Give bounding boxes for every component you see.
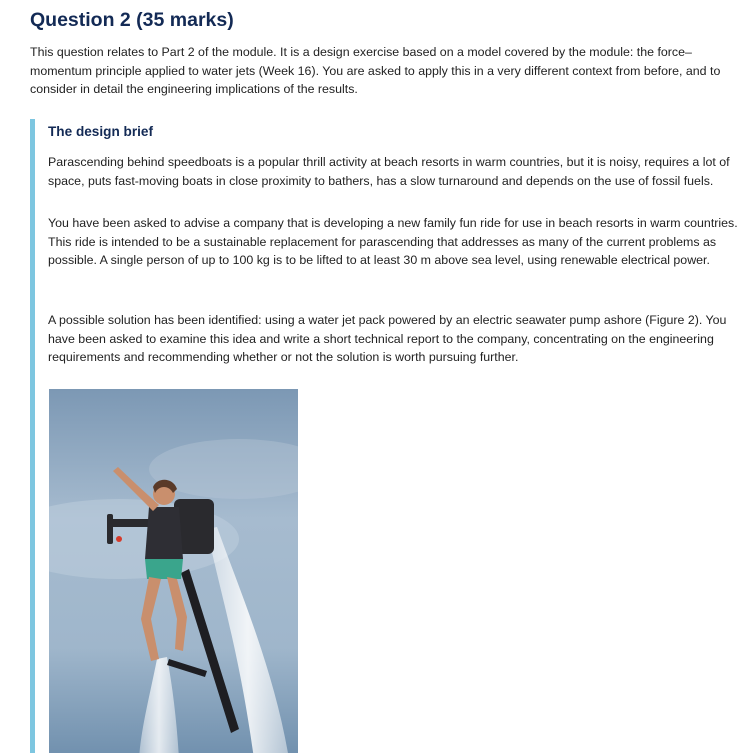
design-brief-accent-bar	[30, 119, 35, 753]
brief-paragraph-solution: A possible solution has been identified: using a water jet pack powered by an electric seawater pump ashore (Figure 2). You have been asked to examine this idea and write a short technical report to the company, concentrating on the engineering requirements and recommending whether or not the solution is worth pursuing further.	[48, 313, 727, 364]
question-title: Question 2 (35 marks)	[30, 9, 234, 31]
water-jetpack-photo	[49, 389, 298, 753]
design-brief-heading: The design brief	[48, 124, 153, 139]
brief-paragraph-parascending: Parascending behind speedboats is a popular thrill activity at beach resorts in warm countries, but it is noisy, requires a lot of space, puts fast-moving boats in close proximity to bathers, has a slow turnaround and depends on the use of fossil fuels.	[48, 155, 730, 188]
brief-paragraph-company: You have been asked to advise a company that is developing a new family fun ride for use in beach resorts in warm countries. This ride is intended to be a sustainable replacement for parascending that addresses as many of the current problems as possible. A single person of up to 100 kg is to be lifted to at least 30 m above sea level, using renewable electrical power.	[48, 216, 738, 267]
question-intro: This question relates to Part 2 of the module. It is a design exercise based on a model covered by the module: the force–momentum principle applied to water jets (Week 16). You are asked to apply this in a very different context from before, and to consider in detail the engineering implications of the results.	[30, 45, 721, 96]
